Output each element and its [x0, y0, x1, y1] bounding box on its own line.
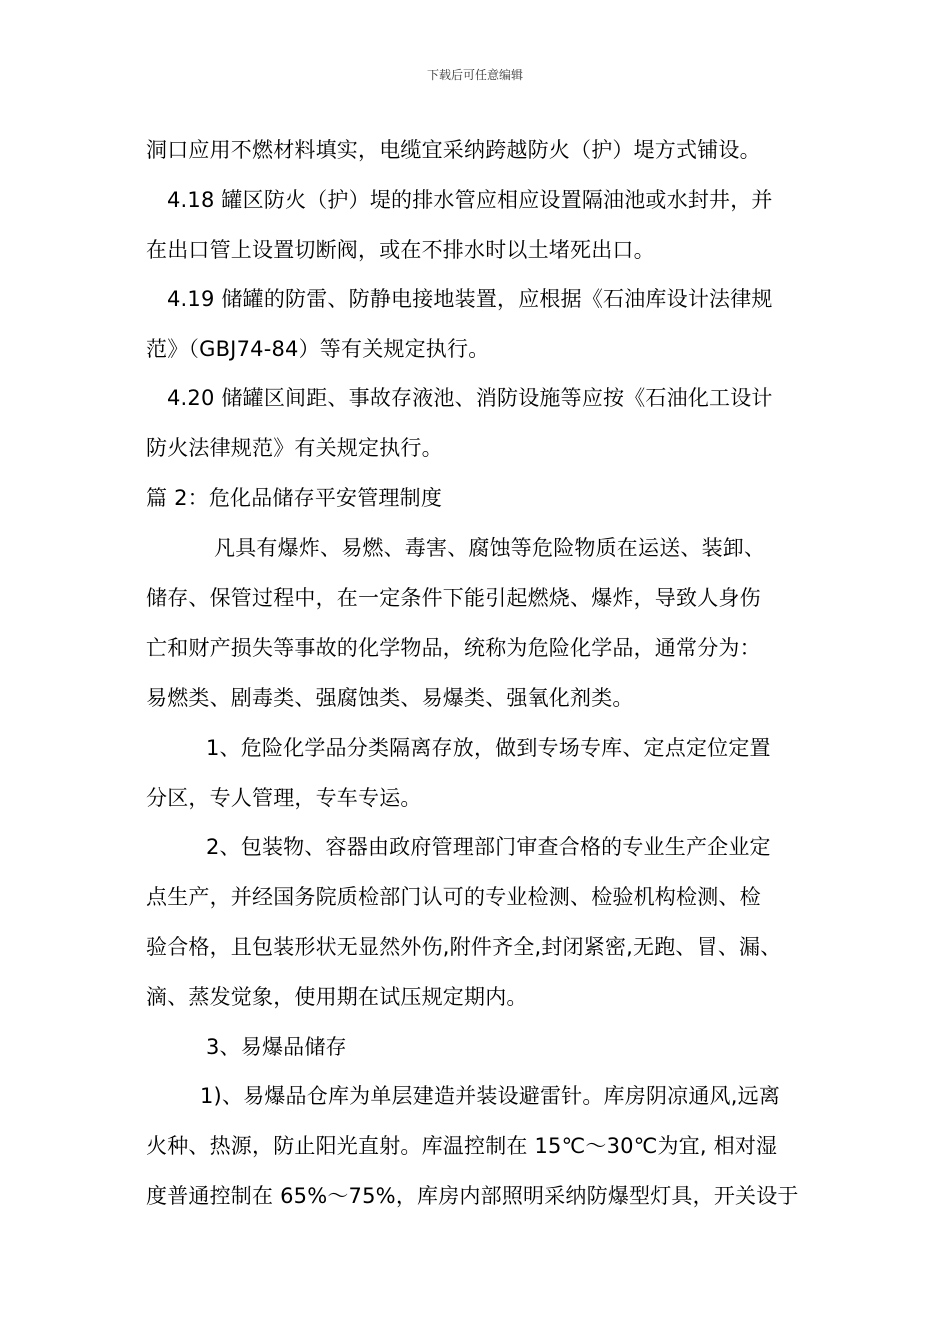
page-header: 下载后可任意编辑: [426, 68, 523, 82]
text-line: 点生产，并经国务院质检部门认可的专业检测、检验机构检测、检: [146, 885, 761, 909]
text-line: 范》（GBJ74-84）等有关规定执行。: [146, 337, 490, 361]
text-line: 度普通控制在 65%～75%，库房内部照明采纳防爆型灯具，开关设于: [146, 1184, 799, 1208]
text-line: 1)、易爆品仓库为单层建造并装设避雷针。库房阴凉通风,远离: [200, 1084, 781, 1108]
text-line: 防火法律规范》有关规定执行。: [146, 436, 443, 460]
text-line: 凡具有爆炸、易燃、毒害、腐蚀等危险物质在运送、装卸、: [214, 536, 766, 560]
text-line: 1、危险化学品分类隔离存放，做到专场专库、定点定位定置: [206, 736, 771, 760]
section-title: 篇 2：危化品储存平安管理制度: [146, 486, 443, 510]
text-line: 2、包装物、容器由政府管理部门审查合格的专业生产企业定: [206, 835, 771, 859]
text-line: 4.18 罐区防火（护）堤的排水管应相应设置隔油池或水封井，并: [167, 188, 773, 212]
text-line: 验合格，且包装形状无显然外伤,附件齐全,封闭紧密,无跑、冒、漏、: [146, 935, 782, 959]
text-line: 4.20 储罐区间距、事故存液池、消防设施等应按《石油化工设计: [167, 386, 773, 410]
text-line: 洞口应用不燃材料填实，电缆宜采纳跨越防火（护）堤方式铺设。: [146, 138, 761, 162]
text-line: 易燃类、剧毒类、强腐蚀类、易爆类、强氧化剂类。: [146, 686, 634, 710]
text-line: 在出口管上设置切断阀，或在不排水时以土堵死出口。: [146, 238, 655, 262]
text-line: 火种、热源，防止阳光直射。库温控制在 15℃～30℃为宜, 相对湿: [146, 1134, 778, 1158]
text-line: 4.19 储罐的防雷、防静电接地装置，应根据《石油库设计法律规: [167, 287, 773, 311]
text-line: 储存、保管过程中，在一定条件下能引起燃烧、爆炸，导致人身伤: [146, 586, 761, 610]
text-line: 分区，专人管理，专车专运。: [146, 786, 422, 810]
text-line: 亡和财产损失等事故的化学物品，统称为危险化学品，通常分为：: [146, 636, 761, 660]
text-line: 3、易爆品储存: [206, 1035, 347, 1059]
text-line: 滴、蒸发觉象，使用期在试压规定期内。: [146, 985, 528, 1009]
